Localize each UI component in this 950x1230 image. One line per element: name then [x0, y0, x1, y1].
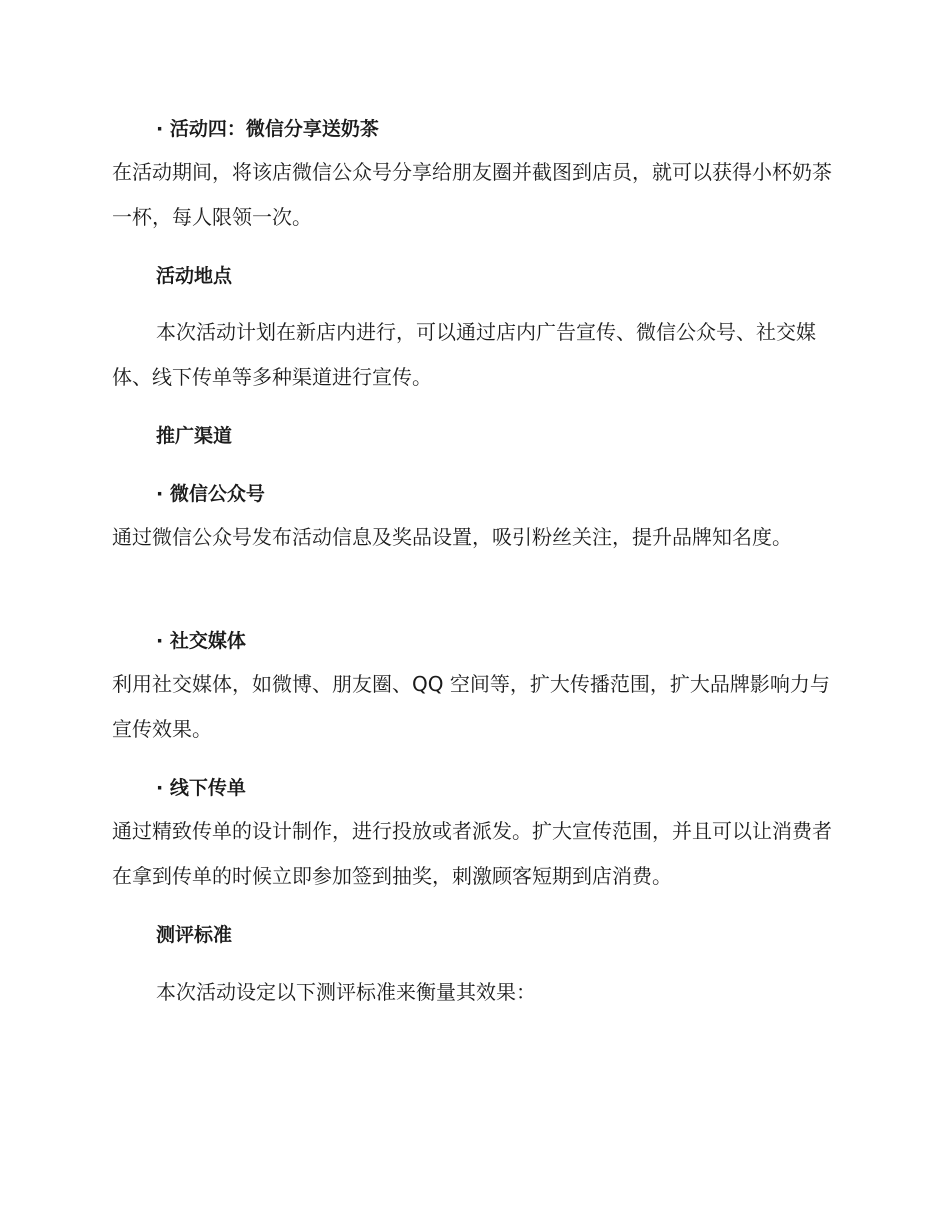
location-heading: 活动地点 — [156, 265, 233, 287]
criteria-paragraph: 本次活动设定以下测评标准来衡量其效果： — [156, 980, 536, 1004]
criteria-heading: 测评标准 — [156, 924, 233, 946]
flyer-heading: · 线下传单 — [156, 777, 246, 799]
location-paragraph: 本次活动计划在新店内进行，可以通过店内广告宣传、微信公众号、社交媒体、线下传单等多种渠道进行宣传。 — [112, 320, 816, 389]
social-paragraph: 利用社交媒体，如微博、朋友圈、QQ 空间等，扩大传播范围，扩大品牌影响力与宣传效果。 — [112, 672, 830, 741]
wechat-heading: · 微信公众号 — [156, 483, 265, 505]
flyer-paragraph: 通过精致传单的设计制作，进行投放或者派发。扩大宣传范围，并且可以让消费者在拿到传单的时候立即参加签到抽奖，刺激顾客短期到店消费。 — [112, 819, 832, 888]
activity4-paragraph: 在活动期间，将该店微信公众号分享给朋友圈并截图到店员，就可以获得小杯奶茶一杯，每人限领一次。 — [112, 160, 832, 229]
wechat-paragraph: 通过微信公众号发布活动信息及奖品设置，吸引粉丝关注，提升品牌知名度。 — [112, 525, 792, 549]
channels-heading: 推广渠道 — [156, 425, 233, 447]
social-heading: · 社交媒体 — [156, 630, 246, 652]
activity4-heading: · 活动四：微信分享送奶茶 — [156, 118, 379, 140]
